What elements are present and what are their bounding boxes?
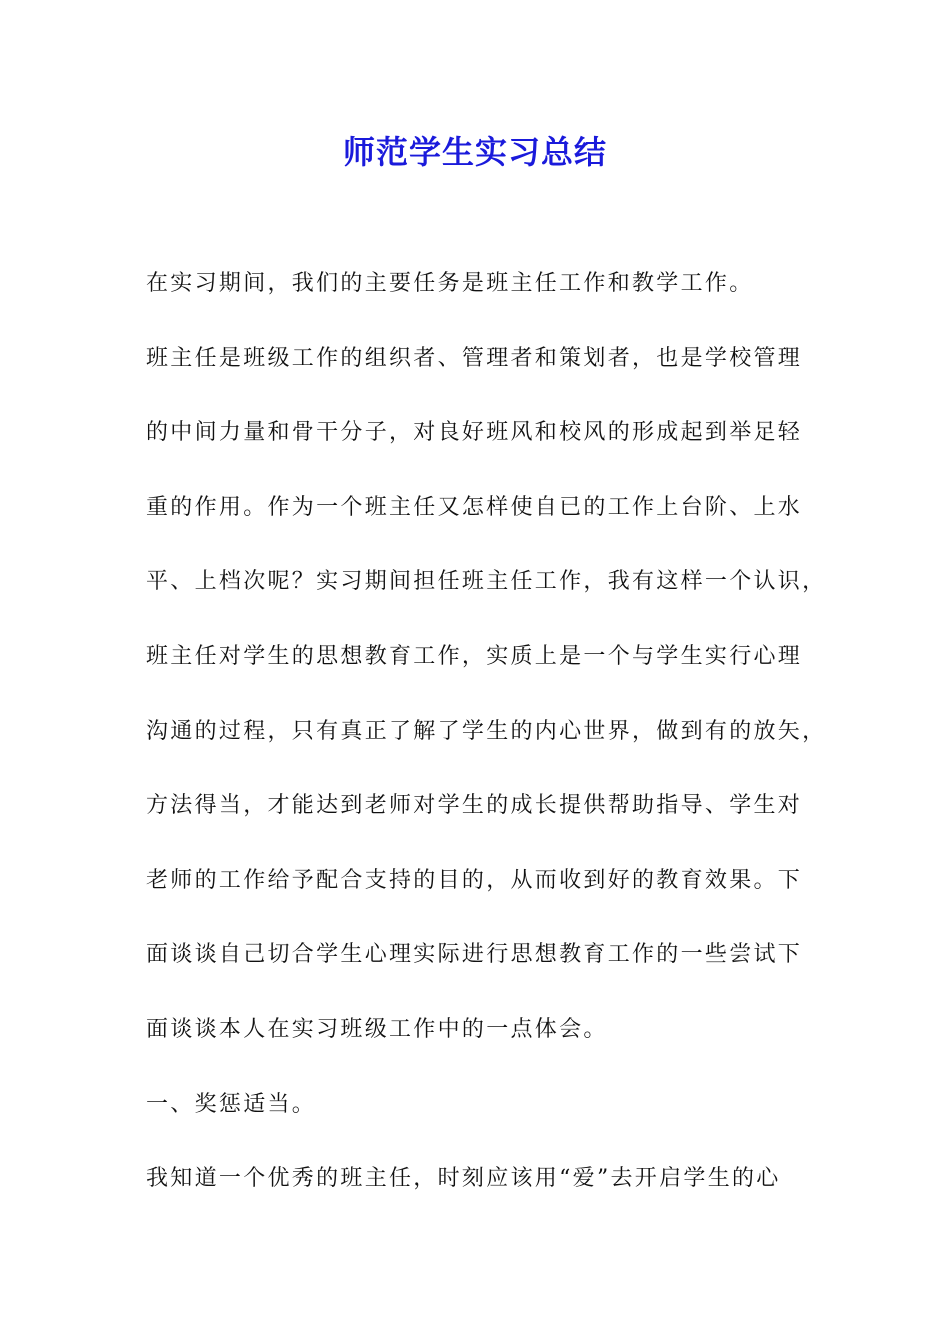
document-body xyxy=(146,260,836,1230)
text-line: 沟通的过程，只有真正了解了学生的内心世界，做到有的放矢， xyxy=(146,718,827,744)
text-line: 班主任是班级工作的组织者、管理者和策划者，也是学校管理 xyxy=(146,345,803,371)
text-line: 我知道一个优秀的班主任，时刻应该用“爱”去开启学生的心 xyxy=(146,1166,781,1192)
text-line: 面谈谈自己切合学生心理实际进行思想教育工作的一些尝试下 xyxy=(146,942,803,968)
text-line: 在实习期间，我们的主要任务是班主任工作和教学工作。 xyxy=(146,271,754,296)
text-line: 平、上档次呢？实习期间担任班主任工作，我有这样一个认识， xyxy=(146,569,827,595)
text-line: 班主任对学生的思想教育工作，实质上是一个与学生实行心理 xyxy=(146,643,803,669)
text-line: 老师的工作给予配合支持的目的，从而收到好的教育效果。下 xyxy=(146,867,803,893)
text-line: 重的作用。作为一个班主任又怎样使自已的工作上台阶、上水 xyxy=(146,494,803,520)
text-line: 面谈谈本人在实习班级工作中的一点体会。 xyxy=(146,1016,608,1042)
text-line: 的中间力量和骨干分子，对良好班风和校风的形成起到举足轻 xyxy=(146,420,803,446)
section-heading: 一、奖惩适当。 xyxy=(146,1091,317,1117)
document-title: 师范学生实习总结 xyxy=(342,133,607,171)
text-line: 方法得当，才能达到老师对学生的成长提供帮助指导、学生对 xyxy=(146,793,803,819)
